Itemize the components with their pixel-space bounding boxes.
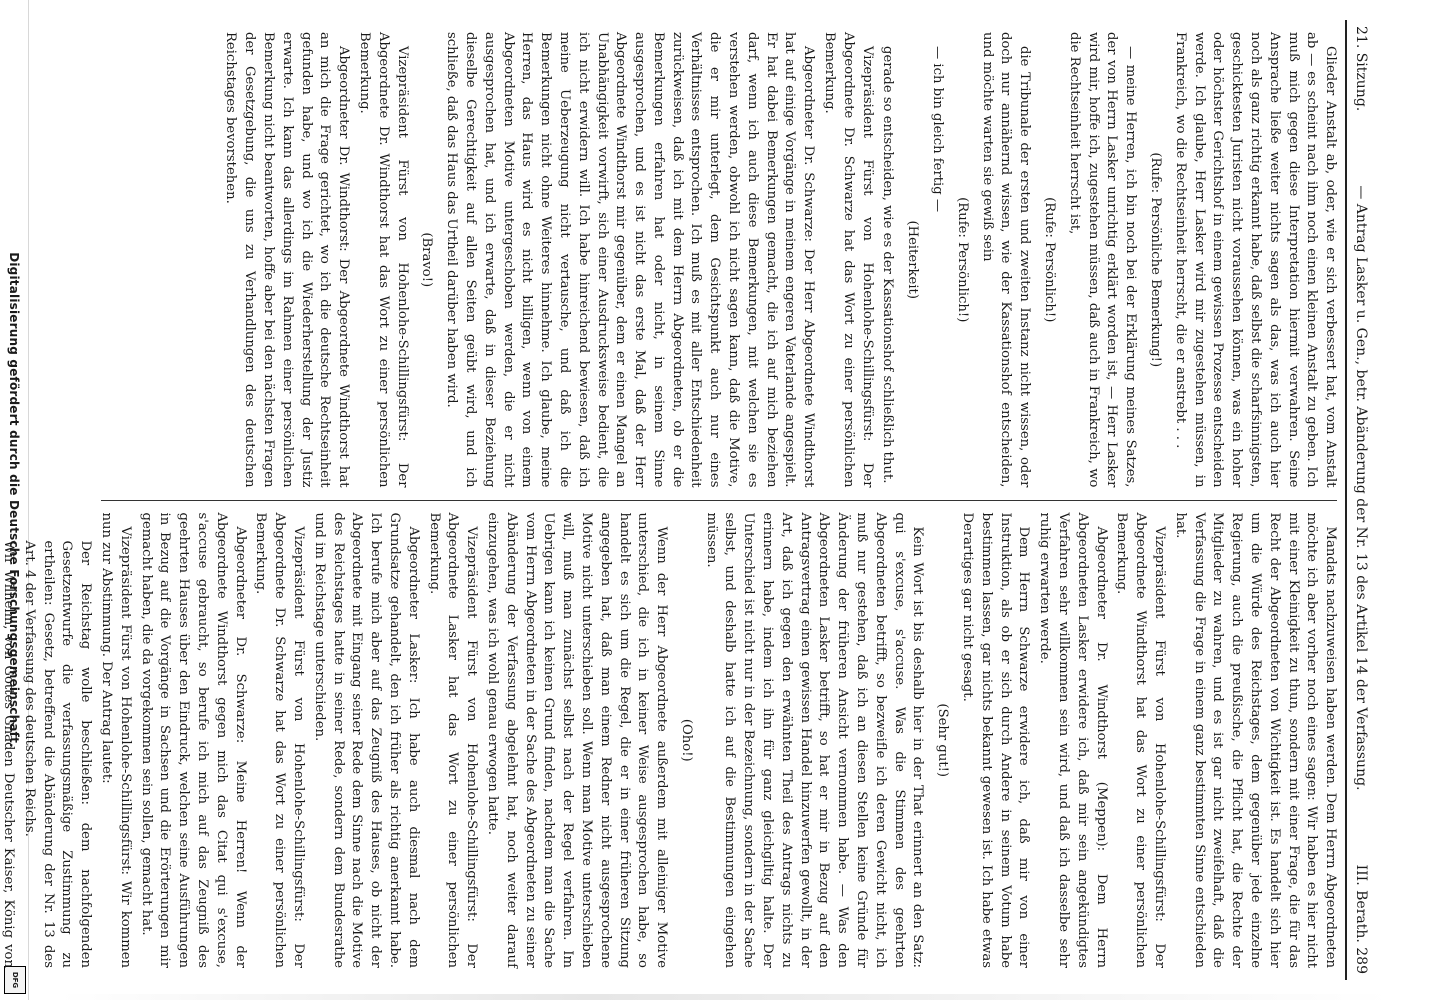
paragraph: Wenn der Herr Abgeordnete außerdem mit alleiniger Motive unterschied, die ich in keiner Weise ausgesprochen habe, so handelt es sich um die Regel, die er in einer früheren Sitzung angegeben hat, daß man einem Redner nicht ausgesprochene Motive nicht unterschieben soll. Wenn man Motive unterschieben will, muß man zunächst selbst nach der Regel verfahren. Im Uebrigen kann ich keinen Grund finden, nachdem man die Sache vom Herrn Abgeordneten in der Sache des Abgeordneten zu seiner Abänderung der Verfassung abgelehnt hat, noch weiter darauf einzugehen, was ich wohl genau erwogen hatte. <box>484 512 670 968</box>
paragraph: Glieder Anstalt ab, oder, wie er sich verbessert hat, vom Anstalt ab — es scheint nach ihm noch einen kleinen Anstalt zu geben. Ich muß mich gegen diese Interpretation hiermit verwahren. Seine Ansprache ließe weiter nichts sagen als das, was ich auch hier noch als ganz richtig erkannt habe, daß selbst die scharfsinnigsten, geschicktesten Juristen nicht voraussehen können, was ein hoher oder höchster Gerichtshof in einem gewissen Prozesse entscheiden werde. Ich glaube, Herr Lasker wird mir zugestehen müssen, in Frankreich, wo die Rechtseinheit herrscht, die er anstrebt . . . <box>1172 32 1339 488</box>
interjection: (Rufe: Persönliche Bemerkung!) <box>1148 152 1164 368</box>
paragraph: Kein Wort ist bis deshalb hier in der That erinnert an den Satz: qui s'excuse, s'accuse. Was die Stimmen des geehrten Abgeordneten betrifft, so bezweifle ich deren Gewicht nicht, ich muß nur gestehen, daß ich an diesen Stellen keine Gründe für Änderung der früheren Ansicht vernommen habe. — Was den Abgeordneten Lasker betrifft, so hat er mir in Bezug auf den Antragsvertrag einen gewissen Handel hinzuwerfen gewollt, in der Art, daß ich gegen den erwähnten Theil des Antrags nichts zu erinnern habe, indem ich ihn für ganz gleichgiltig halte. Der Unterschied ist nicht nur in der Bezeichnung, sondern in der Sache selbst, und deshalb hatte ich auf die Bestimmungen eingehen müssen. <box>703 512 926 968</box>
paragraph: Abgeordneter Dr. Schwarze: Der Herr Abgeordnete Windthorst hat auf einige Vorgänge in meinem engeren Vaterlande angespielt. Er hat dabei Bemerkungen gemacht, die ich auf mich beziehen darf, wenn ich auch diese Bemerkungen, mit welchen sie es verstehen werden, obwohl ich nicht sagen kann, daß die Motive, die er mir unterlegt, dem Gesichtspunkt auch nur eines Verhältnisses entsprochen. Ich muß es mit aller Entschiedenheit zurückweisen, daß ich mit dem Herrn Abgeordneten, ob er die Bemerkungen erfahren hat oder nicht, in seinem Sinne ausgesprochen, und es ist nicht das erste Mal, daß der Herr Abgeordnete Windthorst mir gegenüber, dem er einen Mangel an Unabhängigkeit vorwirft, sich einer Ausdrucksweise bedient, die ich nicht erwidern will. Ich habe hinreichend bewiesen, daß ich meine Ueberzeugung nicht vertausche, und daß ich die Bemerkungen nicht ohne Weiteres hinnehme. Ich glaube, meine Herren, das Haus wird es nicht billigen, wenn von einem Abgeordneten Motive untergeschoben werden, die er nicht ausgesprochen hat, und ich erwarte, daß in dieser Beziehung dieselbe Gerechtigkeit auf allen Seiten geübt wird, und ich schließe, daß das Haus das Urtheil darüber haben wird. <box>444 32 817 488</box>
paragraph: Vizepräsident Fürst von Hohenlohe-Schillingsfürst: Der Abgeordnete Dr. Schwarze hat das Wort zu einer persönlichen Bemerkung. <box>253 512 306 968</box>
interjection: (Heiterkeit) <box>905 220 921 300</box>
paragraph: — ich bin gleich fertig — <box>930 46 946 213</box>
scan-edge <box>60 994 1390 1000</box>
paragraph: — meine Herren, ich bin noch bei der Erklärung meines Satzes, der von Herrn Lasker unrichtig erklärt worden ist, — Herr Lasker wird mir, hoffe ich, zugestehen müssen, daß auch in Frankreich, wo die Rechtseinheit herrscht ist, <box>1066 32 1139 488</box>
paragraph: Mandats nachzuweisen haben werden. Dem Herrn Abgeordneten möchte ich aber vorher noch eines sagen: Wir haben es hier nicht mit einer Kleinigkeit zu thun, sondern mit einer Frage, die für das Recht der Abgeordneten von Wichtigkeit ist. Es handelt sich hier um die Würde des Reichstages, dem gegenüber jede einzelne Regierung, auch die preußische, die Pflicht hat, die Rechte der Mitglieder zu wahren, und es ist gar nicht zweifelhaft, daß die Verfassung die Frage in einem ganz bestimmten Sinne entschieden hat. <box>1172 512 1339 968</box>
interjection: (Rufe: Persönlich!) <box>1042 197 1058 323</box>
paragraph: Abgeordneter Dr. Windthorst (Meppen): Dem Herrn Abgeordneten Lasker erwidere ich, daß mir sein angekündigtes Verfahren sehr willkommen sein wird, und daß ich dasselbe sehr ruhig erwarten werde. <box>1037 512 1109 968</box>
header-right: III. Berath. 289 <box>1353 864 1369 974</box>
quoted-motion: Der Reichstag wolle beschließen: dem nachfolgenden Gesetzentwurfe die verfassungsmäßige Zustimmung zu ertheilen: Gesetz, betreffend die Abänderung der Nr. 13 des Art. 4 der Verfassung des deutschen Reichs. <box>21 540 94 968</box>
header-left: 21. Sitzung. <box>1353 26 1369 112</box>
column-left <box>99 20 1339 500</box>
interjection: (Sehr gut!) <box>935 703 951 778</box>
paragraph: Vizepräsident Fürst von Hohenlohe-Schillingsfürst: Der Abgeordnete Dr. Windthorst hat das Wort zu einer persönlichen Bemerkung. <box>356 32 410 488</box>
dfg-logo-icon: DFG <box>4 966 26 994</box>
running-header <box>1345 20 1370 980</box>
interjection: (Bravo!) <box>419 232 435 288</box>
paragraph: die Tribunale der ersten und zweiten Instanz nicht wissen, oder doch nur annähernd wissen, wie der Kassationshof entscheiden, und möchte warten sie gewiß sein <box>979 32 1033 488</box>
paragraph: gerade so entscheiden, wie es der Kassationshof schließlich thut. <box>880 46 896 484</box>
paragraph: Vizepräsident Fürst von Hohenlohe-Schillingsfürst: Wir kommen nun zur Abstimmung. Der Antrag lautet: <box>99 512 133 968</box>
paragraph: Dem Herrn Schwarze erwidere ich, daß mir von einer Instruktion, als ob er sich durch Andere in seinem Votum habe bestimmen lassen, gar nichts bekannt gewesen ist. Ich habe etwas Derartiges gar nicht gesagt. <box>960 512 1032 968</box>
paragraph: Abgeordneter Dr. Schwarze: Meine Herren! Wenn der Abgeordnete Windthorst gegen mich das Citat qui s'excuse, s'accuse gebraucht, so berufe ich mich auf das Zeugniß des geehrten Hauses über den Eindruck, welchen seine Ausführungen in Bezug auf die Vorgänge in Sachsen und die Erörterungen mir gemacht haben, die da vorgekommen sein sollen, gemacht hat. <box>138 512 248 968</box>
paragraph: Abgeordneter Lasker: Ich habe auch diesmal nach dem Grundsatze gehandelt, den ich früher als richtig anerkannt habe. Ich berufe mich aber auf das Zeugniß des Hauses, ob nicht der Abgeordnete mit Eingang seiner Rede dem Sinne nach die Motive des Reichstages hatte in seiner Rede, sondern dem Bundesrathe und im Reichstage unterschieden. <box>311 512 421 968</box>
header-center: — Antrag Lasker u. Gen., betr. Abänderung der Nr. 13 des Artikel 14 der Verfassung. <box>1353 185 1369 791</box>
paragraph: Vizepräsident Fürst von Hohenlohe-Schillingsfürst: Der Abgeordnete Windthorst hat das Wort zu einer persönlichen Bemerkung. <box>1114 512 1168 968</box>
quoted-motion: Wir Wilhelm, von Gottes Gnaden Deutscher Kaiser, König von <box>1 540 17 968</box>
paragraph: Vizepräsident Fürst von Hohenlohe-Schillingsfürst: Der Abgeordnete Lasker hat das Wort zu einer persönlichen Bemerkung. <box>426 512 480 968</box>
paragraph: Abgeordneter Dr. Windthorst: Der Abgeordnete Windthorst hat an mich die Frage gerichtet, wo ich die deutsche Rechtseinheit gefunden habe, und wo ich die Wiederherstellung der Justiz erwarte. Ich kann das allerdings im Rahmen einer persönlichen Bemerkung nicht beantworten, hoffe aber bei den nächsten Fragen der Gesetzgebung, die uns zu Verhandlungen des deutschen Reichstages bevorstehen. <box>223 32 352 488</box>
digitisation-note: Digitalisierung gefördert durch die Deutsche Forschungsgemeinschaft. <box>7 252 21 748</box>
paragraph: Vizepräsident Fürst von Hohenlohe-Schillingsfürst: Der Abgeordnete Dr. Schwarze hat das Wort zu einer persönlichen Bemerkung. <box>822 32 875 488</box>
interjection: (Oho!) <box>678 718 694 762</box>
interjection: (Rufe: Persönlich!) <box>954 197 970 323</box>
